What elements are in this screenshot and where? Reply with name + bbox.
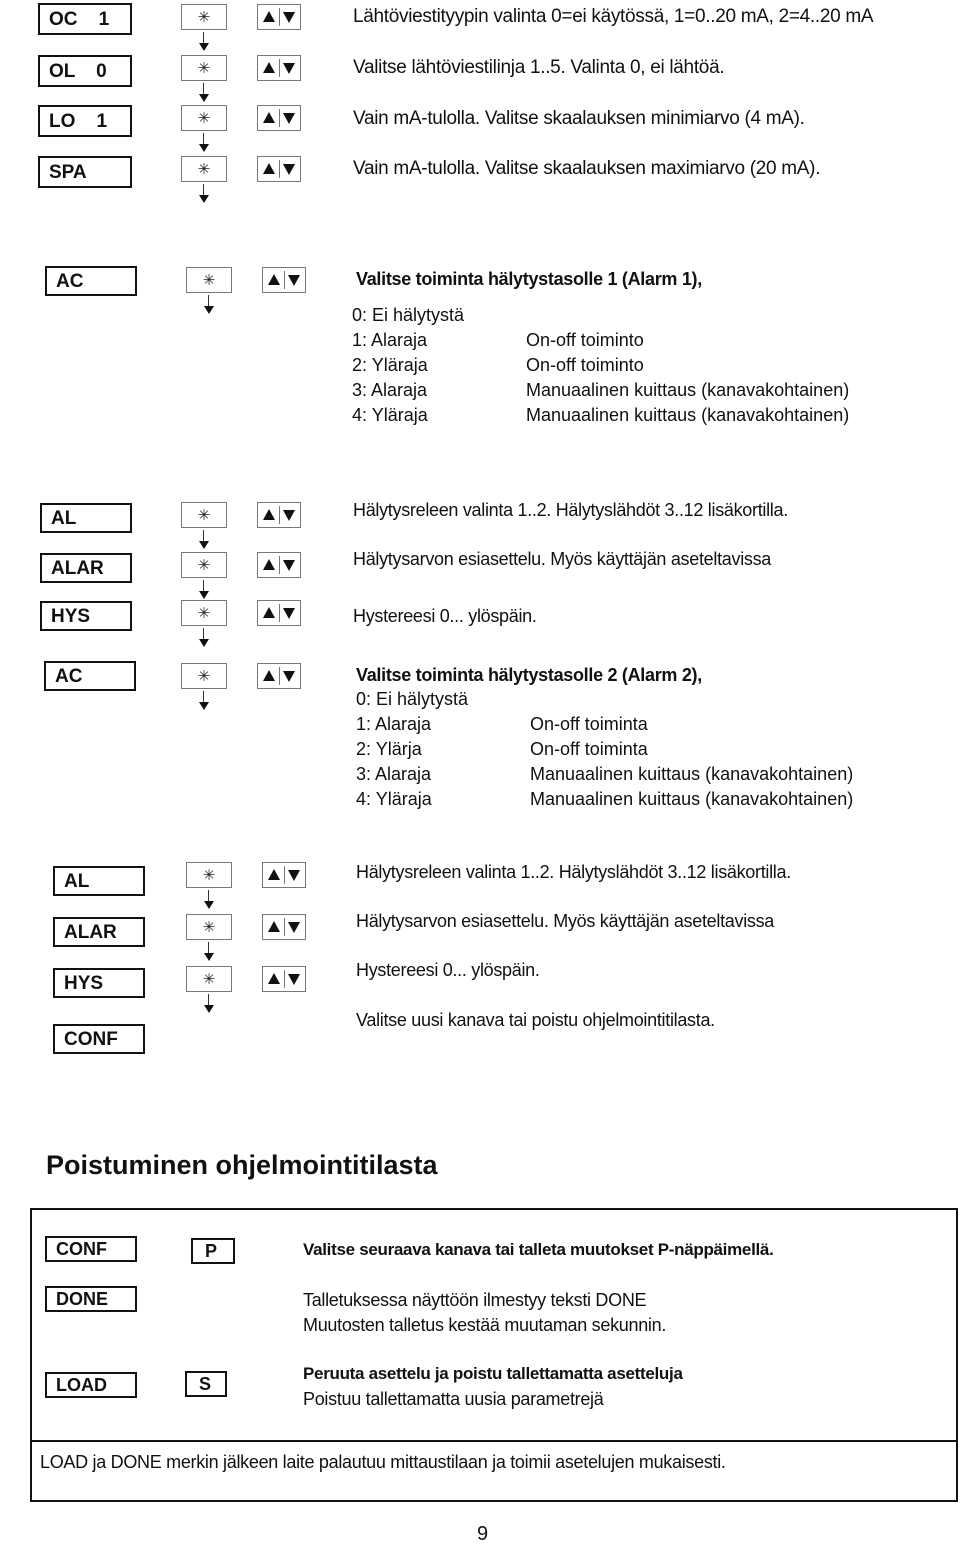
alarm2-option-label: 1: Alaraja: [356, 714, 432, 734]
code-display-load: LOAD: [45, 1372, 137, 1398]
next-arrow-icon: [202, 942, 216, 964]
key-group: [181, 596, 301, 636]
up-arrow-icon: [263, 509, 275, 520]
code-display-conf: CONF: [53, 1024, 145, 1054]
next-arrow-icon: [197, 628, 211, 650]
alarm1-option-desc: On-off toiminto: [526, 330, 644, 350]
alarm1-option-label: 0: Ei hälytystä: [352, 305, 465, 325]
up-arrow-icon: [268, 274, 280, 285]
alarm1-option-label: 2: Yläraja: [352, 355, 428, 375]
p-key[interactable]: P: [191, 1238, 235, 1264]
key-group: [186, 858, 306, 898]
panel-divider: [30, 1440, 958, 1442]
alarm1-option-desc: Manuaalinen kuittaus (kanavakohtainen): [526, 405, 850, 425]
up-arrow-icon: [263, 607, 275, 618]
done-description-1: Talletuksessa näyttöön ilmestyy teksti DONE: [303, 1290, 647, 1310]
key-group: [181, 548, 301, 588]
key-group: [181, 0, 301, 40]
s-key[interactable]: S: [185, 1371, 227, 1397]
up-down-keys[interactable]: [257, 156, 301, 182]
up-down-keys[interactable]: [257, 4, 301, 30]
row-description: Valitse lähtöviestilinja 1..5. Valinta 0, ei lähtöä.: [353, 57, 725, 78]
down-arrow-icon: [288, 922, 300, 933]
load-description-1: Peruuta asettelu ja poistu tallettamatta asetteluja: [303, 1364, 683, 1383]
alarm2-option-label: 2: Ylärja: [356, 739, 422, 759]
load-description-2: Poistuu tallettamatta uusia parametrejä: [303, 1389, 604, 1409]
key-group: [186, 962, 306, 1002]
next-arrow-icon: [197, 691, 211, 713]
down-arrow-icon: [283, 560, 295, 571]
up-arrow-icon: [263, 112, 275, 123]
star-key-icon[interactable]: ✳: [186, 267, 232, 293]
row-description: Hystereesi 0... ylöspäin.: [353, 606, 537, 626]
conf-description: Valitse seuraava kanava tai talleta muutokset P-näppäimellä.: [303, 1240, 774, 1259]
down-arrow-icon: [283, 608, 295, 619]
down-arrow-icon: [288, 974, 300, 985]
up-down-keys[interactable]: [262, 914, 306, 940]
done-description-2: Muutosten talletus kestää muutaman sekunnin.: [303, 1315, 667, 1335]
row-description: Hälytysreleen valinta 1..2. Hälytyslähdöt 3..12 lisäkortilla.: [356, 862, 791, 882]
star-key-icon[interactable]: ✳: [186, 966, 232, 992]
star-key-icon[interactable]: ✳: [181, 156, 227, 182]
up-down-keys[interactable]: [257, 552, 301, 578]
code-display-ac: AC: [45, 266, 137, 296]
alarm2-option-desc: On-off toiminta: [530, 739, 648, 759]
next-arrow-icon: [197, 184, 211, 206]
up-down-keys[interactable]: [257, 600, 301, 626]
code-display-alar: ALAR: [53, 917, 145, 947]
down-arrow-icon: [283, 164, 295, 175]
up-arrow-icon: [263, 163, 275, 174]
down-arrow-icon: [283, 671, 295, 682]
row-description: Lähtöviestityypin valinta 0=ei käytössä, 1=0..20 mA, 2=4..20 mA: [353, 6, 874, 27]
up-arrow-icon: [263, 62, 275, 73]
code-display-ol: OL 0: [38, 55, 132, 87]
star-key-icon[interactable]: ✳: [181, 55, 227, 81]
alarm1-option-label: 3: Alaraja: [352, 380, 428, 400]
down-arrow-icon: [288, 275, 300, 286]
row-description: Vain mA-tulolla. Valitse skaalauksen minimiarvo (4 mA).: [353, 108, 805, 129]
key-group: [186, 910, 306, 950]
next-arrow-icon: [202, 295, 216, 317]
code-display-oc: OC 1: [38, 3, 132, 35]
up-down-keys[interactable]: [257, 105, 301, 131]
code-display-spa: SPA: [38, 156, 132, 188]
code-display-ac: AC: [44, 661, 136, 691]
up-arrow-icon: [268, 921, 280, 932]
key-group: [181, 498, 301, 538]
down-arrow-icon: [283, 113, 295, 124]
down-arrow-icon: [283, 63, 295, 74]
alarm2-option-desc: Manuaalinen kuittaus (kanavakohtainen): [530, 789, 854, 809]
down-arrow-icon: [283, 12, 295, 23]
row-description: Hälytysreleen valinta 1..2. Hälytyslähdöt 3..12 lisäkortilla.: [353, 500, 788, 520]
alarm2-title: Valitse toiminta hälytystasolle 2 (Alarm 2),: [356, 665, 702, 685]
up-arrow-icon: [268, 869, 280, 880]
code-display-al: AL: [53, 866, 145, 896]
code-display-alar: ALAR: [40, 553, 132, 583]
footer-note: LOAD ja DONE merkin jälkeen laite palautuu mittaustilaan ja toimii asetelujen mukaisesti.: [40, 1452, 726, 1472]
star-key-icon[interactable]: ✳: [186, 914, 232, 940]
key-group: [181, 51, 301, 91]
up-down-keys[interactable]: [262, 862, 306, 888]
up-arrow-icon: [263, 670, 275, 681]
code-display-lo: LO 1: [38, 105, 132, 137]
page-number: 9: [477, 1523, 488, 1545]
up-down-keys[interactable]: [257, 55, 301, 81]
alarm1-option-label: 4: Yläraja: [352, 405, 428, 425]
alarm2-option-label: 0: Ei hälytystä: [356, 689, 469, 709]
up-down-keys[interactable]: [257, 663, 301, 689]
row-description: Hälytysarvon esiasettelu. Myös käyttäjän aseteltavissa: [353, 549, 771, 569]
up-down-keys[interactable]: [262, 966, 306, 992]
row-description: Valitse uusi kanava tai poistu ohjelmointitilasta.: [356, 1010, 715, 1030]
alarm2-option-desc: Manuaalinen kuittaus (kanavakohtainen): [530, 764, 854, 784]
up-arrow-icon: [263, 559, 275, 570]
star-key-icon[interactable]: ✳: [181, 105, 227, 131]
key-group: [181, 152, 301, 192]
star-key-icon[interactable]: ✳: [181, 552, 227, 578]
up-arrow-icon: [268, 973, 280, 984]
row-description: Hystereesi 0... ylöspäin.: [356, 960, 540, 980]
row-description: Hälytysarvon esiasettelu. Myös käyttäjän aseteltavissa: [356, 911, 774, 931]
alarm1-option-label: 1: Alaraja: [352, 330, 428, 350]
code-display-hys: HYS: [53, 968, 145, 998]
row-description: Vain mA-tulolla. Valitse skaalauksen maximiarvo (20 mA).: [353, 158, 821, 179]
star-key-icon[interactable]: ✳: [186, 862, 232, 888]
alarm2-option-label: 3: Alaraja: [356, 764, 432, 784]
key-group: [186, 263, 306, 303]
code-display-conf: CONF: [45, 1236, 137, 1262]
up-arrow-icon: [263, 11, 275, 22]
code-display-hys: HYS: [40, 601, 132, 631]
key-group: [181, 101, 301, 141]
alarm1-option-desc: On-off toiminto: [526, 355, 644, 375]
key-group: [181, 659, 301, 699]
down-arrow-icon: [288, 870, 300, 881]
code-display-al: AL: [40, 503, 132, 533]
star-key-icon[interactable]: ✳: [181, 502, 227, 528]
star-key-icon[interactable]: ✳: [181, 663, 227, 689]
alarm2-option-desc: On-off toiminta: [530, 714, 648, 734]
up-down-keys[interactable]: [257, 502, 301, 528]
star-key-icon[interactable]: ✳: [181, 600, 227, 626]
next-arrow-icon: [202, 994, 216, 1016]
down-arrow-icon: [283, 510, 295, 521]
up-down-keys[interactable]: [262, 267, 306, 293]
code-display-done: DONE: [45, 1286, 137, 1312]
section-title: Poistuminen ohjelmointitilasta: [46, 1150, 438, 1180]
alarm1-option-desc: Manuaalinen kuittaus (kanavakohtainen): [526, 380, 850, 400]
next-arrow-icon: [202, 890, 216, 912]
alarm1-title: Valitse toiminta hälytystasolle 1 (Alarm 1),: [356, 269, 702, 289]
alarm2-option-label: 4: Yläraja: [356, 789, 432, 809]
star-key-icon[interactable]: ✳: [181, 4, 227, 30]
